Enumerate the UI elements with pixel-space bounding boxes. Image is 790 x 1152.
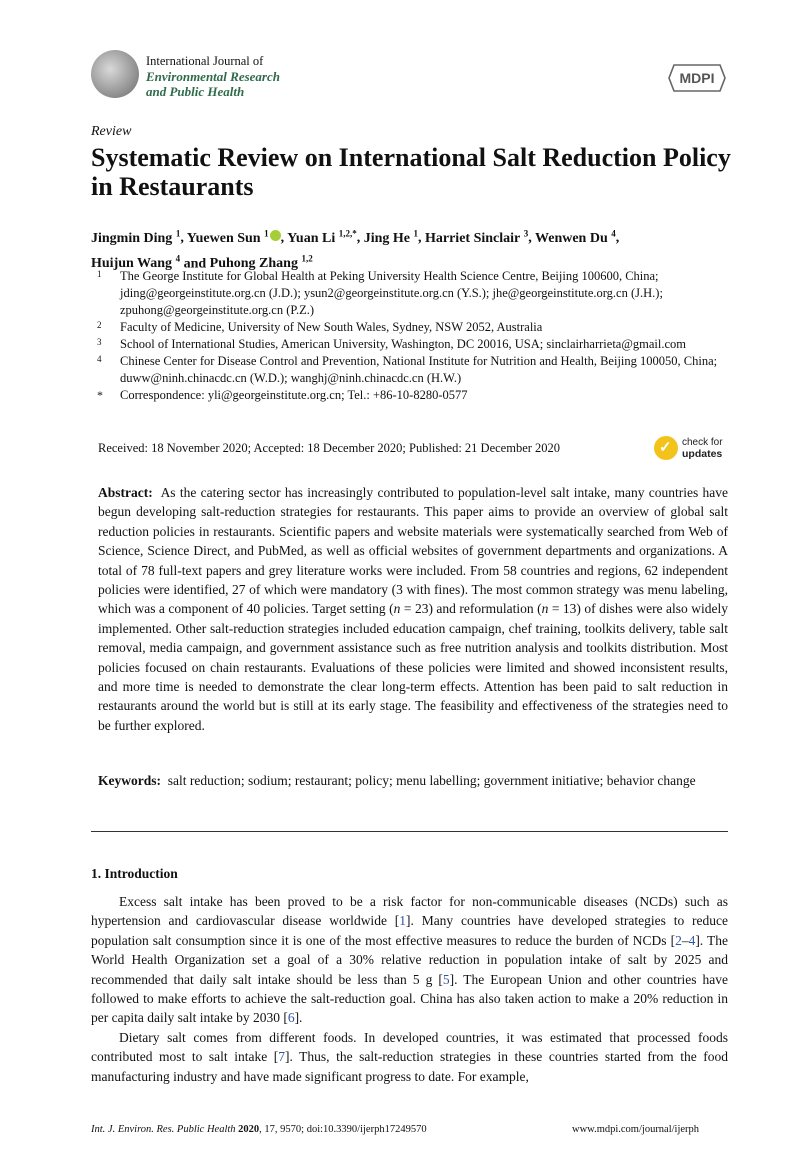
affiliation-text: Chinese Center for Disease Control and Prevention, National Institute for Nutrition and Health, Beijing 100050, China; duww@ninh.chinacdc.cn (W.D.); wanghj@ninh.chinacdc.cn (H.W.)	[120, 354, 718, 385]
affiliation-item	[91, 353, 731, 387]
affiliation-item	[91, 336, 731, 353]
paragraph-text: Dietary salt comes from different foods. In developed countries, it was estimated that processed foods contributed most to salt intake [	[91, 1029, 728, 1065]
author[interactable]	[287, 228, 357, 246]
footer-volume: , 17, 9570; doi:10.3390/ijerph17249570	[259, 1124, 427, 1135]
affiliation-text: The George Institute for Global Health at Peking University Health Science Centre, Beijing 100600, China; jding@georgeinstitute.org.cn (J.D.); ysun2@georgeinstitute.org.cn (Y.S.); jhe@georgeinstitute.org.cn (J.H.); zpuhong@georgeinstitute.org.cn (P.Z.)	[120, 269, 663, 317]
abstract	[98, 483, 728, 735]
paragraph-text: ].	[294, 1010, 303, 1026]
author-name: Yuewen Sun	[186, 230, 261, 246]
keywords-text: salt reduction; sodium; restaurant; policy; menu labelling; government initiative; behavior change	[167, 773, 696, 788]
author-list	[91, 223, 731, 274]
journal-logo	[91, 50, 139, 98]
footer-journal: Int. J. Environ. Res. Public Health	[91, 1124, 236, 1135]
correspondence-mark: *	[97, 388, 103, 402]
author-separator: and	[180, 256, 210, 272]
journal-name-line3: and Public Health	[146, 84, 245, 99]
footer-url[interactable]: www.mdpi.com/journal/ijerph	[572, 1124, 700, 1135]
paragraph-text: ]. Thus, the salt-reduction strategies in these countries started from the food manufacturing industry and have made significant progress to date. For example,	[91, 1049, 728, 1084]
author[interactable]	[186, 228, 281, 246]
check-for-updates-button[interactable]	[654, 434, 728, 464]
section-body	[91, 892, 728, 1086]
affiliation-number: 1	[97, 269, 102, 279]
author-separator: ,	[356, 230, 364, 246]
author-name: Wenwen Du	[535, 230, 608, 246]
paragraph-text: Excess salt intake has been proved to be a risk factor for non-communicable diseases (NCDs) such as hypertension and cardiovascular disease worldwide [	[91, 894, 728, 929]
paragraph-text: ]. Many countries have developed strategies to reduce population salt consumption since it is one of the most effective measures to reduce the burden of NCDs [	[91, 913, 728, 948]
mdpi-logo-text: MDPI	[679, 70, 715, 86]
author[interactable]	[363, 228, 418, 246]
keywords-label: Keywords:	[98, 773, 161, 788]
author-name: Harriet Sinclair	[424, 230, 521, 246]
author-affil-mark: 1,2,*	[338, 228, 357, 238]
citation-link[interactable]: 2	[675, 932, 682, 948]
author-affil-mark: 1	[413, 228, 418, 238]
citation-link[interactable]: 5	[442, 971, 450, 987]
orcid-icon[interactable]	[270, 230, 281, 241]
journal-name-line2: Environmental Research	[146, 69, 280, 84]
article-type: Review	[91, 124, 132, 139]
citation-link[interactable]: 6	[287, 1010, 295, 1026]
citation-link[interactable]: 4	[688, 932, 696, 948]
abstract-text-3: = 13) of dishes were also widely implemented. Other salt-reduction strategies included education campaign, chef training, toolkits delivery, table salt removal, media campaign, and government assistance such as free nutrition analysis and toolkits distribution. Most policies focused on chain restaurants. Evaluations of these policies were limited and showed inconsistent results, and more time is needed to demonstrate the clear long-term effects. Attention has been paid to salt reduction in restaurants around the world but is still at its early stage. The feasibility and effectiveness of the strategies need to be further explored.	[98, 601, 728, 733]
section-heading: 1. Introduction	[91, 866, 178, 881]
journal-name	[146, 54, 280, 99]
paragraph-text: ]. The European Union and other countries have followed to make efforts to achieve the salt-reduction goal. China has also taken action to make a 20% reduction in per capita daily salt intake by 2030 [	[91, 971, 728, 1026]
mdpi-logo	[668, 63, 726, 93]
author-affil-mark: 1,2	[301, 253, 313, 264]
divider	[91, 831, 728, 832]
citation-link[interactable]: 7	[278, 1049, 285, 1065]
author-name: Jing He	[363, 230, 410, 246]
keywords	[98, 771, 728, 790]
article-title: Systematic Review on International Salt Reduction Policy in Restaurants	[91, 143, 731, 201]
affiliation-item	[91, 319, 731, 336]
affiliation-item	[91, 268, 731, 319]
abstract-text-1: As the catering sector has increasingly contributed to population-level salt intake, many countries have begun developing salt-reduction strategies for restaurants. This paper aims to provide an overview of global salt reduction policies in restaurants. Scientific papers and website materials were systematically searched from Web of Science, Science Direct, and PubMed, as well as official websites of government departments and organizations. A total of 78 full-text papers and grey literature works were included. From 58 countries and regions, 62 independent policies were identified, 27 of which were mandatory (3 with fines). The most common strategy was menu labeling, which was a component of 40 policies. Target setting (	[98, 485, 728, 617]
author-separator: ,	[615, 230, 620, 246]
publication-dates: Received: 18 November 2020; Accepted: 18 December 2020; Published: 21 December 2020	[98, 441, 561, 455]
correspondence	[91, 387, 731, 404]
citation-range-dash: –	[681, 932, 689, 948]
affiliation-number: 2	[97, 320, 102, 330]
abstract-text-2: = 23) and reformulation (	[400, 601, 542, 617]
author-affil-mark: 1	[264, 228, 269, 238]
abstract-label: Abstract:	[98, 485, 153, 500]
author-separator: ,	[417, 230, 425, 246]
author[interactable]	[424, 228, 529, 246]
footer-citation	[91, 1124, 427, 1135]
author-affil-mark: 4	[611, 228, 616, 238]
paragraph	[91, 892, 728, 1028]
affiliations	[91, 268, 731, 404]
affiliation-text: Faculty of Medicine, University of New South Wales, Sydney, NSW 2052, Australia	[120, 320, 543, 334]
author-separator: ,	[280, 230, 288, 246]
author[interactable]	[535, 228, 616, 246]
paragraph	[91, 1028, 728, 1086]
journal-name-line1: International Journal of	[146, 54, 264, 68]
paragraph-text: ]. The World Health Organization set a goal of a 30% relative reduction in population intake of salt by 2025 and recommended that daily salt intake should be less than 5 g [	[91, 932, 728, 987]
author-name: Jingmin Ding	[91, 230, 173, 246]
author[interactable]	[91, 228, 181, 246]
footer-year: 2020	[238, 1124, 260, 1135]
author-name: Huijun Wang	[91, 256, 173, 272]
check-updates-line1: check for	[682, 437, 723, 448]
check-updates-line2: updates	[682, 448, 723, 460]
correspondence-text: Correspondence: yli@georgeinstitute.org.cn; Tel.: +86-10-8280-0577	[120, 388, 468, 402]
abstract-n-1: n	[393, 601, 401, 617]
author-affil-mark: 4	[175, 253, 181, 264]
checkmark-icon: ✓	[659, 439, 672, 456]
author-name: Puhong Zhang	[209, 256, 298, 272]
author-affil-mark: 3	[523, 228, 529, 238]
affiliation-number: 4	[97, 354, 102, 364]
abstract-n-2: n	[541, 601, 549, 617]
affiliation-number: 3	[97, 337, 102, 347]
affiliation-text: School of International Studies, American University, Washington, DC 20016, USA; sinclairharrieta@gmail.com	[120, 337, 686, 351]
author-name: Yuan Li	[287, 230, 336, 246]
author-separator: ,	[528, 230, 535, 246]
author-separator: ,	[180, 230, 187, 246]
author-affil-mark: 1	[175, 228, 181, 238]
citation-link[interactable]: 1	[399, 913, 406, 929]
